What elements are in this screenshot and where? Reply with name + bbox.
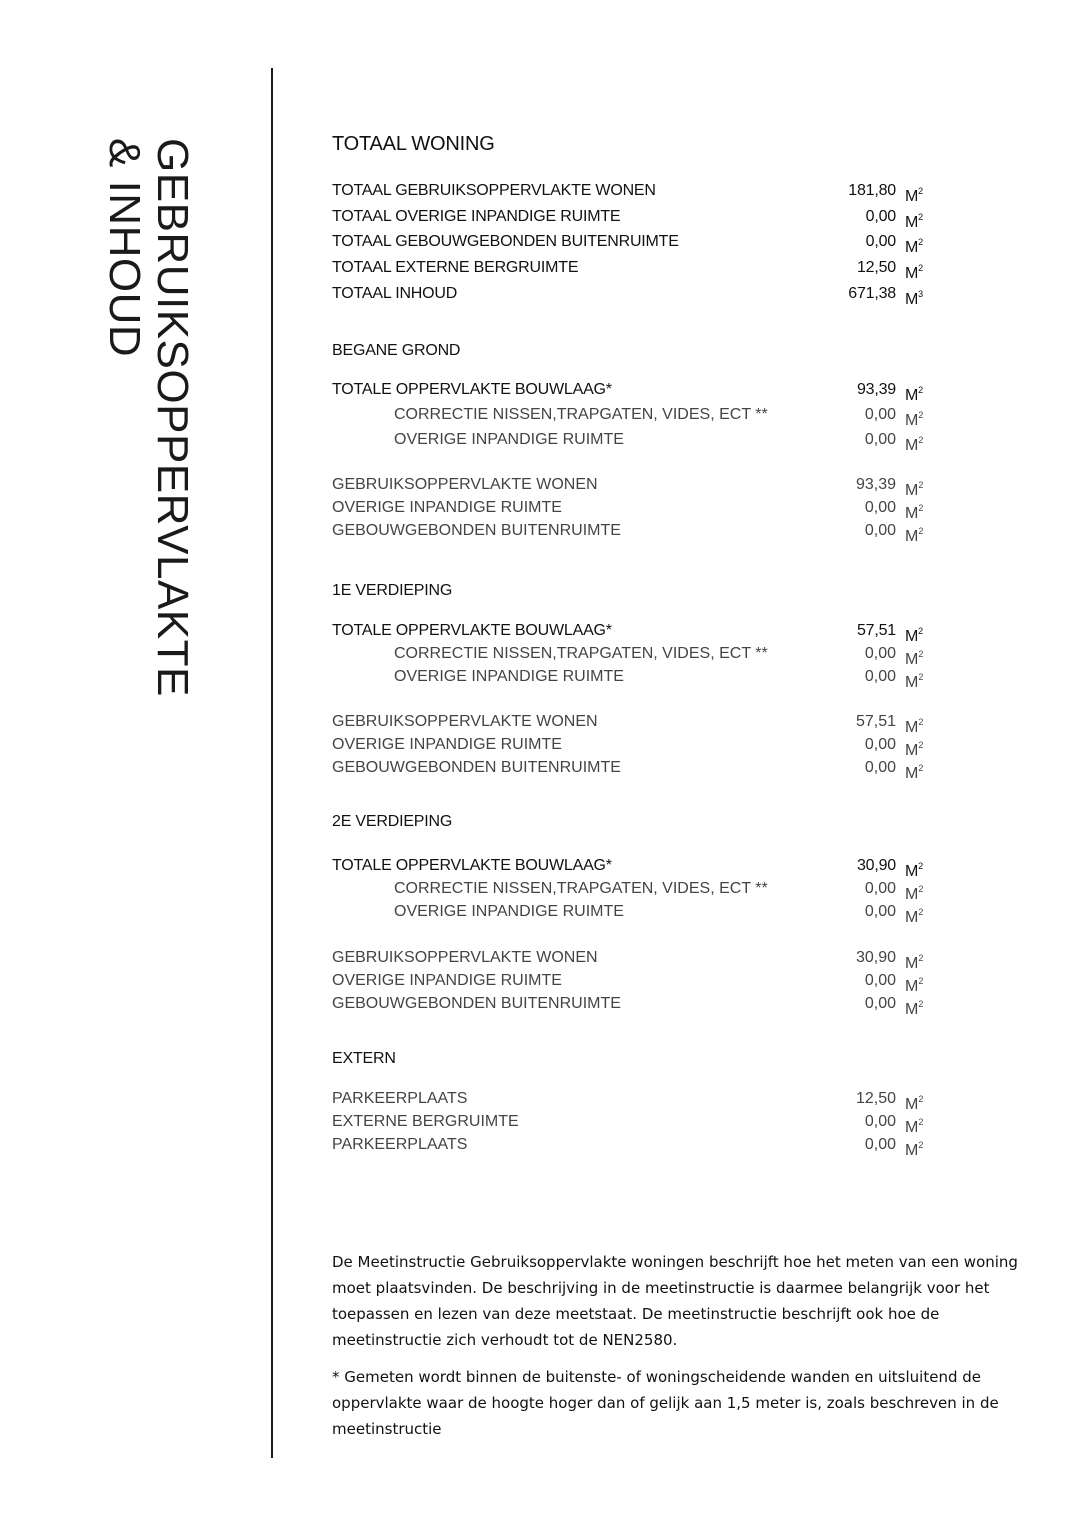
row-label: TOTALE OPPERVLAKTE BOUWLAAG* <box>332 857 612 874</box>
row-unit: $M^2$ <box>905 717 924 736</box>
row-unit: $M^2$ <box>905 740 924 759</box>
row-unit: $M^2$ <box>905 186 923 205</box>
row-label: CORRECTIE NISSEN,TRAPGATEN, VIDES, ECT ** <box>394 645 768 662</box>
section-heading-2e-verdieping: 2E VERDIEPING <box>332 813 453 830</box>
row-label: GEBRUIKSOPPERVLAKTE WONEN <box>332 949 598 966</box>
row-unit: $M^2$ <box>905 649 924 668</box>
row-unit: $M^2$ <box>905 672 924 691</box>
row-value: 0,00 <box>864 736 896 753</box>
row-label: TOTALE OPPERVLAKTE BOUWLAAG* <box>332 622 612 639</box>
section-heading-1e-verdieping: 1E VERDIEPING <box>332 582 453 599</box>
row-value: 0,00 <box>864 880 896 897</box>
row-label: GEBOUWGEBONDEN BUITENRUIMTE <box>332 759 621 776</box>
row-label: PARKEERPLAATS <box>332 1136 468 1153</box>
row-unit: $M^2$ <box>905 263 923 282</box>
row-label: GEBOUWGEBONDEN BUITENRUIMTE <box>332 995 621 1012</box>
row-unit: $M^2$ <box>905 503 924 522</box>
row-value: 12,50 <box>855 1090 896 1107</box>
row-label: EXTERNE BERGRUIMTE <box>332 1113 519 1130</box>
row-value: 0,00 <box>864 1136 896 1153</box>
note-paragraph-meetinstructie: De Meetinstructie Gebruiksoppervlakte woningen beschrijft hoe het meten van een woning moet plaatsvinden. De beschrijving in de meetinstructie is daarmee belangrijk voor het toepassen en lezen van deze meetstaat. De meetinstructie beschrijft ook hoe de meetinstructie zich verhoudt tot de NEN2580. <box>332 1253 1018 1349</box>
row-unit: $M^2$ <box>905 999 924 1018</box>
row-unit: $M^2$ <box>905 626 923 645</box>
row-label: TOTAAL OVERIGE INPANDIGE RUIMTE <box>332 208 621 225</box>
row-unit: $M^2$ <box>905 1140 924 1159</box>
row-unit: $M^2$ <box>905 907 924 926</box>
row-unit: $M^2$ <box>905 763 924 782</box>
row-value: 57,51 <box>856 622 896 639</box>
row-value: 0,00 <box>864 668 896 685</box>
row-label: OVERIGE INPANDIGE RUIMTE <box>332 736 562 753</box>
row-label: TOTALE OPPERVLAKTE BOUWLAAG* <box>332 381 612 398</box>
row-value: 0,00 <box>864 903 896 920</box>
row-value: 0,00 <box>864 645 896 662</box>
row-label: OVERIGE INPANDIGE RUIMTE <box>332 499 562 516</box>
row-label: OVERIGE INPANDIGE RUIMTE <box>394 668 624 685</box>
row-unit: $M^2$ <box>905 237 923 256</box>
section-heading-begane-grond: BEGANE GROND <box>332 342 461 359</box>
row-unit: $M^2$ <box>905 953 924 972</box>
row-label: GEBRUIKSOPPERVLAKTE WONEN <box>332 476 598 493</box>
row-value: 671,38 <box>848 285 896 302</box>
row-unit: $M^3$ <box>905 289 923 308</box>
row-unit: $M^2$ <box>905 884 924 903</box>
note-paragraph-gemeten: * Gemeten wordt binnen de buitenste- of woningscheidende wanden en uitsluitend de oppervlakte waar de hoogte hoger dan of gelijk aan 1,5 meter is, zoals beschreven in de meetinstructie <box>332 1368 999 1438</box>
section-heading-totaal: TOTAAL WONING <box>332 133 495 155</box>
row-label: TOTAAL GEBOUWGEBONDEN BUITENRUIMTE <box>332 233 679 250</box>
row-value: 57,51 <box>855 713 896 730</box>
row-label: CORRECTIE NISSEN,TRAPGATEN, VIDES, ECT ** <box>394 406 768 423</box>
row-label: GEBRUIKSOPPERVLAKTE WONEN <box>332 713 598 730</box>
row-label: TOTAAL EXTERNE BERGRUIMTE <box>332 259 579 276</box>
vertical-divider <box>271 68 273 1458</box>
row-unit: $M^2$ <box>905 861 923 880</box>
side-title-line2: & INHOUD <box>100 138 149 358</box>
row-value: 0,00 <box>864 431 896 448</box>
row-unit: $M^2$ <box>905 212 923 231</box>
row-value: 0,00 <box>865 233 896 250</box>
row-label: OVERIGE INPANDIGE RUIMTE <box>394 903 624 920</box>
row-value: 30,90 <box>856 857 896 874</box>
row-unit: $M^2$ <box>905 976 924 995</box>
row-value: 12,50 <box>856 259 896 276</box>
row-label: CORRECTIE NISSEN,TRAPGATEN, VIDES, ECT ** <box>394 880 768 897</box>
row-value: 0,00 <box>864 1113 896 1130</box>
row-value: 93,39 <box>855 476 896 493</box>
row-value: 0,00 <box>864 759 896 776</box>
row-label: PARKEERPLAATS <box>332 1090 468 1107</box>
row-value: 0,00 <box>864 972 896 989</box>
row-label: TOTAAL INHOUD <box>332 285 458 302</box>
row-unit: $M^2$ <box>905 435 924 454</box>
row-value: 0,00 <box>865 208 896 225</box>
page-side-title <box>100 138 196 697</box>
row-value: 0,00 <box>864 406 896 423</box>
row-value: 30,90 <box>855 949 896 966</box>
row-value: 0,00 <box>864 499 896 516</box>
row-label: OVERIGE INPANDIGE RUIMTE <box>332 972 562 989</box>
row-value: 181,80 <box>848 182 896 199</box>
row-unit: $M^2$ <box>905 480 924 499</box>
row-value: 93,39 <box>856 381 896 398</box>
row-label: GEBOUWGEBONDEN BUITENRUIMTE <box>332 522 621 539</box>
row-unit: $M^2$ <box>905 526 924 545</box>
section-heading-extern: EXTERN <box>332 1050 396 1067</box>
row-value: 0,00 <box>864 995 896 1012</box>
row-value: 0,00 <box>864 522 896 539</box>
side-title-line1: GEBRUIKSOPPERVLAKTE <box>148 138 197 697</box>
row-unit: $M^2$ <box>905 1094 924 1113</box>
row-unit: $M^2$ <box>905 1117 924 1136</box>
row-label: OVERIGE INPANDIGE RUIMTE <box>394 431 624 448</box>
row-unit: $M^2$ <box>905 385 923 404</box>
row-unit: $M^2$ <box>905 410 924 429</box>
row-label: TOTAAL GEBRUIKSOPPERVLAKTE WONEN <box>332 182 656 199</box>
